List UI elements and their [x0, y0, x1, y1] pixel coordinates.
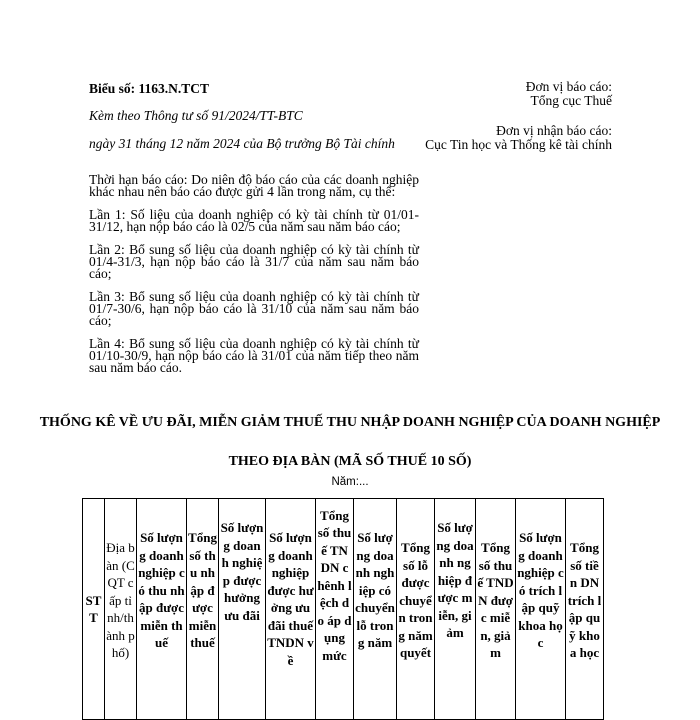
form-number: Biểu số: 1163.N.TCT	[89, 81, 210, 96]
report-title: THỐNG KÊ VỀ ƯU ĐÃI, MIỄN GIẢM THUẾ THU NHẬP DOANH NGHIỆP CỦA DOANH NGHIỆP	[39, 415, 661, 430]
header-cell: Số lượng doanh nghiệp được miễn, giảm	[435, 499, 476, 720]
report-subtitle: THEO ĐỊA BÀN (MÃ SỐ THUẾ 10 SỐ)	[228, 454, 472, 469]
issue-date-line: ngày 31 tháng 12 năm 2024 của Bộ trưởng Bộ Tài chính	[89, 136, 395, 151]
reporting-deadline	[89, 174, 419, 385]
deadline-item: Lần 1: Số liệu của doanh nghiệp có kỳ tài chính từ 01/01-31/12, hạn nộp báo cáo là 02/5 của năm sau năm báo cáo;	[89, 207, 419, 234]
header-cell: Tổng số thu nhập được miễn thuế	[187, 499, 219, 720]
form-header-right	[412, 80, 612, 152]
receiving-unit-label: Đơn vị nhận báo cáo:	[496, 123, 612, 138]
deadline-intro: Thời hạn báo cáo: Do niên độ báo cáo của các doanh nghiệp khác nhau nên báo cáo được gửi 4 lần trong năm, cụ thể:	[89, 172, 419, 199]
header-cell: Tổng số thuế TNDN chênh lệch do áp dụng mức	[316, 499, 354, 720]
header-cell: Số lượng doanh nghiệp được hưởng ưu đãi thuế TNDN về	[266, 499, 316, 720]
header-cell: Số lượng doanh nghiệp có chuyển lỗ trong năm	[354, 499, 397, 720]
header-cell-region: Địa bàn (CQT cấp tỉnh/thành phố)	[105, 499, 137, 720]
receiving-unit: Cục Tin học và Thống kê tài chính	[425, 137, 612, 152]
attached-circular: Kèm theo Thông tư số 91/2024/TT-BTC	[89, 108, 303, 123]
reporting-unit-label: Đơn vị báo cáo:	[525, 79, 612, 94]
report-year: Năm:...	[331, 476, 369, 488]
deadline-item: Lần 3: Bổ sung số liệu của doanh nghiệp có kỳ tài chính từ 01/7-30/6, hạn nộp báo cáo là 31/10 của năm sau năm báo cáo;	[89, 289, 419, 328]
header-cell-stt: STT	[83, 499, 105, 720]
header-cell: Số lượng doanh nghiệp có thu nhập được miễn thuế	[137, 499, 187, 720]
header-cell: Tổng số tiền DN trích lập quỹ khoa học	[566, 499, 604, 720]
header-cell: Số lượng doanh nghiệp có trích lập quỹ khoa học	[516, 499, 566, 720]
header-cell: Tổng số lỗ được chuyển trong năm quyết	[397, 499, 435, 720]
form-header-left	[89, 80, 429, 152]
deadline-item: Lần 2: Bổ sung số liệu của doanh nghiệp có kỳ tài chính từ 01/4-31/3, hạn nộp báo cáo là 31/7 của năm sau năm báo cáo;	[89, 242, 419, 281]
reporting-unit: Tổng cục Thuế	[530, 93, 612, 108]
statistics-table	[82, 498, 604, 720]
header-cell: Số lượng doanh nghiệp được hưởng ưu đãi	[219, 499, 266, 720]
deadline-item: Lần 4: Bổ sung số liệu của doanh nghiệp có kỳ tài chính từ 01/10-30/9, hạn nộp báo cáo là 31/01 của năm tiếp theo năm sau năm báo cáo.	[89, 336, 419, 375]
header-cell: Tổng số thuế TNDN được miễn, giảm	[476, 499, 516, 720]
table-header-row	[83, 499, 604, 720]
